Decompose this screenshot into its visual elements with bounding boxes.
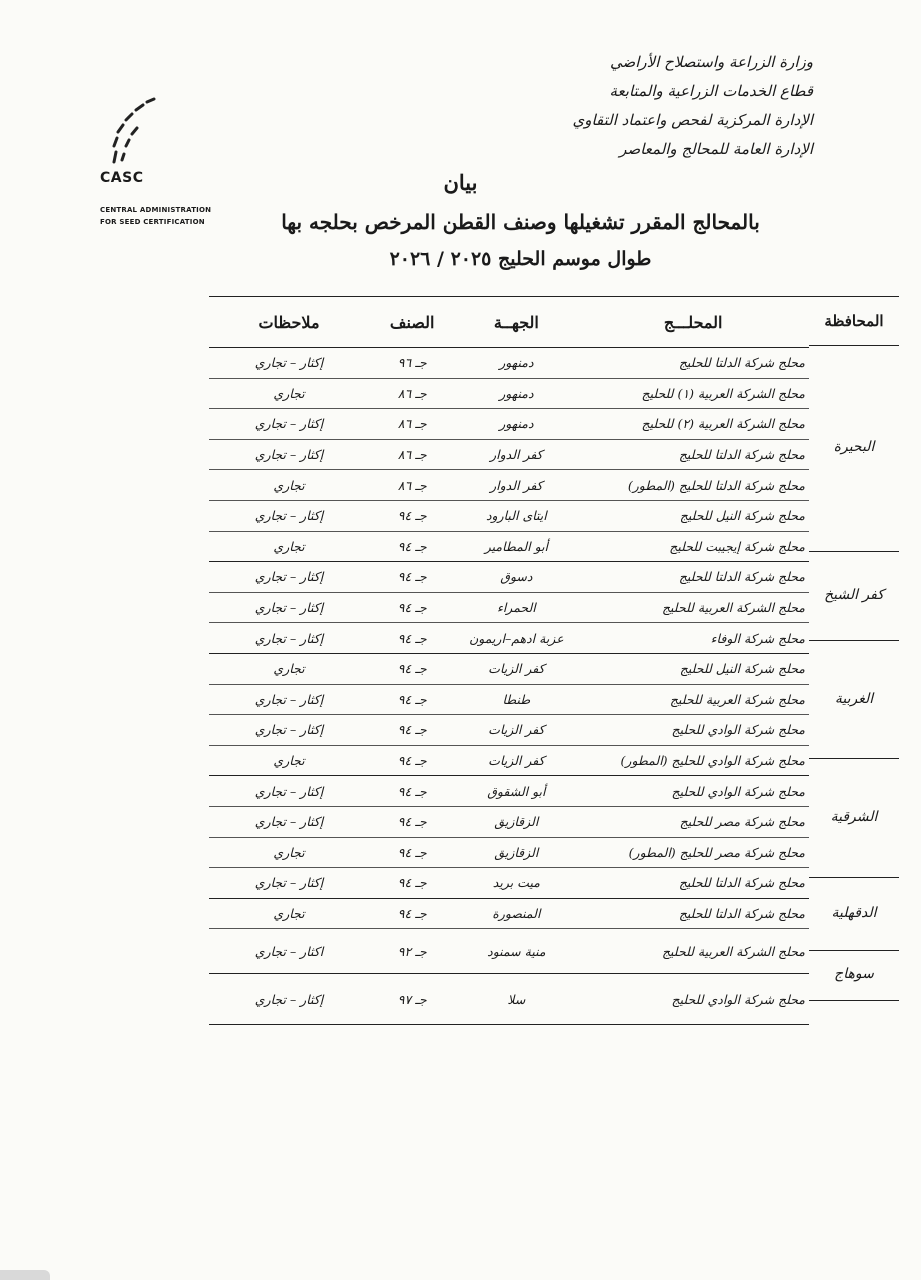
governorate-cell: سوهاج <box>834 966 874 982</box>
table-row <box>209 623 809 654</box>
governorate-cell: الشرقية <box>830 809 878 826</box>
gin-cell: محلج شركة العربية للحليج <box>577 684 809 715</box>
governorate-cell: الغربية <box>834 691 874 707</box>
gin-cell: محلج الشركة العربية (١) للحليج <box>577 378 809 409</box>
variety-cell: جـ ٩٢ <box>369 929 455 974</box>
variety-cell: جـ ٩٤ <box>369 715 455 746</box>
table-row <box>209 776 809 807</box>
variety-cell: جـ ٩٤ <box>369 868 455 899</box>
place-cell: عزبة ادهم–اريمون <box>455 623 577 654</box>
place-cell: كفر الدوار <box>455 470 577 501</box>
place-cell: كفر الدوار <box>455 439 577 470</box>
gin-cell: محلج شركة الوادي للحليج <box>577 715 809 746</box>
notes-cell: إكثار – تجاري <box>209 623 369 654</box>
governorate-cell: كفر الشيخ <box>824 587 884 604</box>
table-row <box>209 439 809 470</box>
variety-cell: جـ ٩٤ <box>369 623 455 654</box>
gin-cell: محلج شركة الوادي للحليج <box>577 776 809 807</box>
header-notes: ملاحظات <box>209 297 369 348</box>
governorate-header: المحافظة <box>809 296 899 346</box>
ministry-line: الإدارة العامة للمحالج والمعاصر <box>619 140 813 158</box>
notes-cell: إكثار – تجاري <box>209 409 369 440</box>
variety-cell: جـ ٩٤ <box>369 776 455 807</box>
table-row <box>209 500 809 531</box>
gin-cell: محلج شركة الدلتا للحليج <box>577 562 809 593</box>
gin-cell: محلج شركة الوادي للحليج <box>577 974 809 1025</box>
place-cell: الحمراء <box>455 592 577 623</box>
variety-cell: جـ ٩٤ <box>369 500 455 531</box>
table-row <box>209 562 809 593</box>
variety-cell: جـ ٩٤ <box>369 745 455 776</box>
place-cell: كفر الزيات <box>455 745 577 776</box>
notes-cell: اكثار – تجاري <box>209 929 369 974</box>
notes-cell: إكثار – تجاري <box>209 684 369 715</box>
table-row <box>209 684 809 715</box>
table-row <box>209 653 809 684</box>
season-line: طوال موسم الحليج ٢٠٢٥ / ٢٠٢٦ <box>389 248 652 270</box>
variety-cell: جـ ٨٦ <box>369 439 455 470</box>
notes-cell: تجاري <box>209 653 369 684</box>
logo-subtitle-line: FOR SEED CERTIFICATION <box>100 218 205 226</box>
notes-cell: إكثار – تجاري <box>209 348 369 379</box>
gin-cell: محلج شركة الدلتا للحليج <box>577 898 809 929</box>
place-cell: الزقازيق <box>455 837 577 868</box>
place-cell: ايتاى البارود <box>455 500 577 531</box>
table-row <box>209 868 809 899</box>
gin-cell: محلج الشركة العربية (٢) للحليج <box>577 409 809 440</box>
place-cell: كفر الزيات <box>455 715 577 746</box>
logo-text: CASC <box>100 170 144 186</box>
notes-cell: تجاري <box>209 898 369 929</box>
variety-cell: جـ ٩٦ <box>369 348 455 379</box>
variety-cell: جـ ٩٤ <box>369 562 455 593</box>
table-row <box>209 592 809 623</box>
gin-cell: محلج شركة إيجيبت للحليج <box>577 531 809 562</box>
notes-cell: إكثار – تجاري <box>209 715 369 746</box>
gin-cell: محلج شركة الوفاء <box>577 623 809 654</box>
notes-cell: تجاري <box>209 745 369 776</box>
variety-cell: جـ ٩٤ <box>369 898 455 929</box>
gin-cell: محلج شركة الدلتا للحليج <box>577 348 809 379</box>
gin-cell: محلج شركة الدلتا للحليج <box>577 439 809 470</box>
variety-cell: جـ ٨٦ <box>369 470 455 501</box>
ministry-header <box>513 48 813 164</box>
variety-cell: جـ ٩٧ <box>369 974 455 1025</box>
ministry-line: قطاع الخدمات الزراعية والمتابعة <box>609 82 813 100</box>
place-cell: دمنهور <box>455 409 577 440</box>
table-row <box>209 531 809 562</box>
table-row <box>209 470 809 501</box>
variety-cell: جـ ٩٤ <box>369 837 455 868</box>
place-cell: الزقازيق <box>455 806 577 837</box>
table-row <box>209 837 809 868</box>
variety-cell: جـ ٩٤ <box>369 684 455 715</box>
place-cell: ميت بريد <box>455 868 577 899</box>
place-cell: دمنهور <box>455 348 577 379</box>
variety-cell: جـ ٨٦ <box>369 409 455 440</box>
notes-cell: إكثار – تجاري <box>209 974 369 1025</box>
gin-cell: محلج شركة الوادي للحليج (المطور) <box>577 745 809 776</box>
table-header-row <box>209 297 809 348</box>
gin-cell: محلج شركة النيل للحليج <box>577 653 809 684</box>
notes-cell: إكثار – تجاري <box>209 592 369 623</box>
gin-cell: محلج الشركة العربية للحليج <box>577 929 809 974</box>
wheat-logo-icon <box>100 96 170 168</box>
variety-cell: جـ ٩٤ <box>369 592 455 623</box>
place-cell: كفر الزيات <box>455 653 577 684</box>
notes-cell: إكثار – تجاري <box>209 776 369 807</box>
table-row <box>209 409 809 440</box>
notes-cell: إكثار – تجاري <box>209 562 369 593</box>
governorate-divider <box>809 1000 899 1001</box>
place-cell: منية سمنود <box>455 929 577 974</box>
variety-cell: جـ ٩٤ <box>369 653 455 684</box>
header-variety: الصنف <box>369 297 455 348</box>
notes-cell: تجاري <box>209 837 369 868</box>
notes-cell: إكثار – تجاري <box>209 806 369 837</box>
variety-cell: جـ ٨٦ <box>369 378 455 409</box>
notes-cell: إكثار – تجاري <box>209 500 369 531</box>
header-place: الجهــة <box>455 297 577 348</box>
gin-cell: محلج شركة الدلتا للحليج <box>577 868 809 899</box>
place-cell: المنصورة <box>455 898 577 929</box>
scan-corner-mark <box>0 1270 50 1280</box>
gin-cell: محلج شركة النيل للحليج <box>577 500 809 531</box>
gin-cell: محلج الشركة العربية للحليج <box>577 592 809 623</box>
notes-cell: تجاري <box>209 470 369 501</box>
ministry-line: وزارة الزراعة واستصلاح الأراضي <box>610 53 813 71</box>
gin-cell: محلج شركة مصر للحليج (المطور) <box>577 837 809 868</box>
table-row <box>209 974 809 1025</box>
table-row <box>209 348 809 379</box>
variety-cell: جـ ٩٤ <box>369 531 455 562</box>
governorate-cell: الدقهلية <box>831 904 877 921</box>
governorate-cell: البحيرة <box>833 439 875 455</box>
notes-cell: تجاري <box>209 531 369 562</box>
ministry-line: الإدارة المركزية لفحص واعتماد التقاوي <box>572 111 813 129</box>
place-cell: دمنهور <box>455 378 577 409</box>
place-cell: أبو المطامير <box>455 531 577 562</box>
gin-cell: محلج شركة الدلتا للحليج (المطور) <box>577 470 809 501</box>
table-row <box>209 898 809 929</box>
header-gin: المحلـــج <box>577 297 809 348</box>
table-body <box>209 348 809 1025</box>
document-subtitle: بالمحالج المقرر تشغيلها وصنف القطن المرخص بحلجه بها <box>281 210 760 234</box>
variety-cell: جـ ٩٤ <box>369 806 455 837</box>
logo-subtitle-line: CENTRAL ADMINISTRATION <box>100 206 212 214</box>
notes-cell: إكثار – تجاري <box>209 439 369 470</box>
notes-cell: إكثار – تجاري <box>209 868 369 899</box>
table-row <box>209 715 809 746</box>
table-row <box>209 745 809 776</box>
table-row <box>209 929 809 974</box>
place-cell: دسوق <box>455 562 577 593</box>
table-row <box>209 806 809 837</box>
notes-cell: تجاري <box>209 378 369 409</box>
document-title: بيان <box>443 170 478 195</box>
gin-cell: محلج شركة مصر للحليج <box>577 806 809 837</box>
gins-table <box>209 296 809 1025</box>
place-cell: سلا <box>455 974 577 1025</box>
table-row <box>209 378 809 409</box>
place-cell: أبو الشقوق <box>455 776 577 807</box>
place-cell: طنطا <box>455 684 577 715</box>
